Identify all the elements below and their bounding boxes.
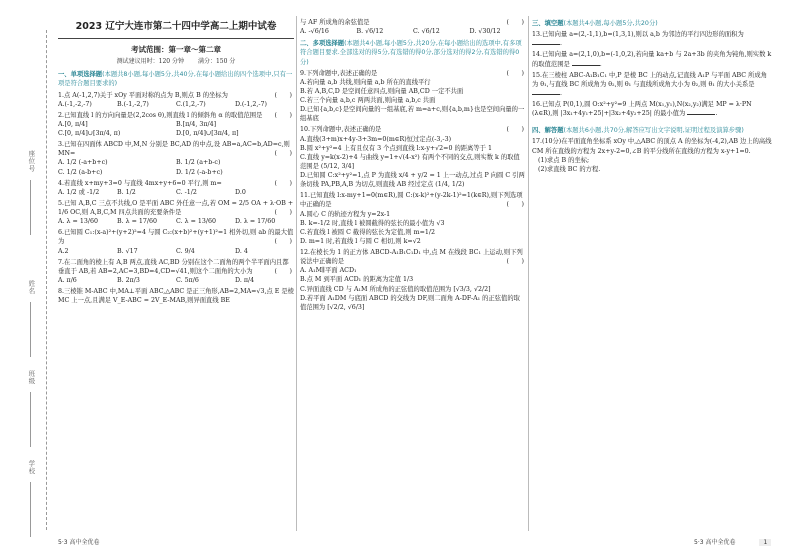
answer-blank[interactable] xyxy=(532,39,560,45)
section-header: 三、填空题(本题共4小题,每小题5分,共20分) xyxy=(532,20,658,27)
option: D.0 xyxy=(235,188,246,196)
question-8: 8.三棱锥 M-ABC 中,MA⊥平面 ABC,△ABC 是正三角形,AB=2,MA=√3,点 E 是棱 MC 上一点,且满足 V_E-ABC = 2V_E-MAB,则异面直线 BE xyxy=(58,288,294,305)
option: C.(1,2,-7) xyxy=(176,100,206,108)
question-10-options xyxy=(300,135,526,190)
question-6-options xyxy=(58,247,294,256)
question-3: 3.已知在四面体 ABCD 中,M,N 分别是 BC,AD 的中点,设 AB=a,AC=b,AD=c,则 MN= ( ) xyxy=(58,141,292,158)
option: D.已知圆 C:x²+y²=1,点 P 为直线 x/4 + y/2 = 1 上一动点,过点 P 向圆 C 引两条切线 PA,PB,A,B 为切点,则直线 AB 经过定点 (1/4, 1/2) xyxy=(300,172,525,189)
class-label: 班级 xyxy=(27,370,36,385)
option: B.点 M 到平面 ACD₁ 的距离为定值 1/3 xyxy=(300,276,414,284)
question-7: 7.在二面角的棱上有 A,B 两点,直线 AC,BD 分别在这个二面角的两个半平面内且都垂直于 AB,若 AB=2,AC=3,BD=4,CD=√41,则这个二面角的大小为 ( ) xyxy=(58,258,292,275)
option: A.(-1,-2,-7) xyxy=(58,100,92,108)
question-12-options xyxy=(300,266,526,312)
question-17-part-2: (2)求直线 BC 的方程. xyxy=(538,165,601,173)
name-line xyxy=(30,302,31,357)
footer-brand-right: 5·3 高中全优卷 xyxy=(694,539,736,547)
option: D.[0, π/4]∪[3π/4, π] xyxy=(176,130,239,138)
option: C.异面直线 CD 与 A₁M 所成角的正弦值的取值范围为 [√3/3, √2/2] xyxy=(300,285,491,293)
question-3-options xyxy=(58,158,294,176)
option: C. -1/2 xyxy=(176,188,197,196)
option: A. λ = 13/60 xyxy=(58,218,98,226)
option: B.若 A,B,C,D 是空间任意四点,则向量 AB,CD 一定不共面 xyxy=(300,87,464,95)
question-4: 4.若直线 x+my+3=0 与直线 4mx+y+6=0 平行,则 m= ( ) xyxy=(58,179,292,187)
option: C.直线 y=k(x-2)+4 与曲线 y=1+√(4-x²) 有两个不同的交点,则实数 k 的取值范围是 (5/12, 3/4] xyxy=(300,153,520,170)
option: A. 1/2 (-a+b+c) xyxy=(58,159,108,167)
class-line xyxy=(30,392,31,447)
option: C.若三个向量 a,b,c 两两共面,则向量 a,b,c 共面 xyxy=(300,97,436,104)
exam-score: 满分：150 分 xyxy=(197,57,236,65)
question-10: 10.下列命题中,表述正确的是 ( ) xyxy=(300,126,524,134)
option: A.直线(3+m)x+4y-3+3m=0(m∈R)恒过定点(-3,-3) xyxy=(300,135,452,143)
option: B.圆 x²+y²=4 上有且仅有 3 个点到直线 l:x-y+√2=0 的距离等于 1 xyxy=(300,144,492,152)
question-2-options xyxy=(58,120,294,138)
footer-brand-left: 5·3 高中全优卷 xyxy=(58,539,100,547)
seat-number-label: 座位号 xyxy=(27,150,36,173)
option: D. 1/2 (-a-b+c) xyxy=(176,168,223,176)
option: B. √17 xyxy=(117,247,138,255)
school-label: 学校 xyxy=(27,460,36,475)
question-12: 12.在棱长为 1 的正方体 ABCD-A₁B₁C₁D₁ 中,点 M 在线段 BC₁ 上运动,则下列说法中正确的是 ( ) xyxy=(300,249,524,266)
footer-right xyxy=(694,539,771,548)
seat-number-line xyxy=(30,180,31,235)
question-11-options xyxy=(300,210,526,247)
question-6: 6.已知圆 C₁:(x-a)²+(y+2)²=4 与圆 C₂:(x+b)²+(y+1)²=1 相外切,则 ab 的最大值为 ( ) xyxy=(58,229,294,246)
cut-line xyxy=(46,30,47,530)
question-16: 16.已知点 P(0,1),圆 O:x²+y²=9 上两点 M(x₁,y₁),N(x₂,y₂)满足 MP = λ·PN (λ∈R),则 |3x₁+4y₁+25|+|3x₂+4y₂+25| 的最小值为 . xyxy=(532,101,752,118)
option: A.[0, π/4] xyxy=(58,120,88,128)
option: A. -√6/16 xyxy=(300,28,329,36)
question-9-options xyxy=(300,78,526,124)
option: C. 1/2 (a-b+c) xyxy=(58,168,103,176)
option: C. 5π/6 xyxy=(176,276,199,284)
question-13: 13.已知向量 a=(2,-1,1),b=(1,3,1),则以 a,b 为邻边的平行四边形的面积为 . xyxy=(532,31,744,48)
question-17: 17.(10分)在平面直角坐标系 xOy 中,△ABC 的顶点 A 的坐标为(-4,2),AB 边上的高线 CM 所在直线的方程为 2x+y-2=0,∠B 的平分线所在直线的方程为 x-y+1=0. xyxy=(532,138,772,155)
question-5: 5.已知 A,B,C 三点不共线,O 是平面 ABC 外任意一点,若 OM = 2/5 OA + λ·OB + 1/6 OC,则 A,B,C,M 四点共面的充要条件是 ( ) xyxy=(58,199,294,217)
section-header: 二、多项选择题(本题共4小题,每小题5分,共20分,在每小题给出的选项中,有多项符合题目要求.全部选对的得5分,有选错的得0分,部分选对的得2分,有选错的得0分) xyxy=(300,40,522,66)
answer-blank[interactable] xyxy=(572,60,600,66)
school-line xyxy=(30,482,31,537)
option: C. 9/4 xyxy=(176,247,195,255)
option: A. 1/2 或 -1/2 xyxy=(58,188,100,196)
name-label: 姓名 xyxy=(27,280,36,295)
question-14: 14.已知向量 a=(2,1,0),b=(-1,0,2),若向量 ka+b 与 2a+3b 的夹角为钝角,则实数 k 的取值范围是 . xyxy=(532,51,772,68)
option: C. √6/12 xyxy=(413,28,440,36)
question-17-part-1: (1)求点 B 的坐标; xyxy=(538,156,590,164)
option: A.2 xyxy=(58,247,69,255)
column-1 xyxy=(58,16,294,305)
option: A.圆心 C 的轨迹方程为 y=2x-1 xyxy=(300,210,391,218)
option: A. A₁M∥平面 ACD₁ xyxy=(300,267,357,275)
binding-margin xyxy=(0,30,56,530)
option: B.(-1,-2,7) xyxy=(117,100,149,108)
option: C.[0, π/4]∪[3π/4, π) xyxy=(58,130,121,138)
option: D.已知{a,b,c}是空间向量的一组基底,若 m=a+c,则{a,b,m}也是空间向量的一组基底 xyxy=(300,106,525,123)
option: B. 2π/3 xyxy=(117,276,140,284)
option: B. λ = 17/60 xyxy=(117,218,158,226)
exam-time: 测试建议用时：120 分钟 xyxy=(116,57,185,65)
exam-title: 2023 辽宁大连市第二十四中学高二上期中试卷 xyxy=(58,20,294,39)
option: B. k=-1/2 时,直线 l 被圆截得的弦长的最小值为 √3 xyxy=(300,219,445,227)
question-1-options xyxy=(58,100,294,109)
option: D. π/4 xyxy=(235,276,255,284)
option: B. 1/2 xyxy=(117,188,136,196)
option: D.(-1,2,-7) xyxy=(235,100,268,108)
question-5-options xyxy=(58,217,294,226)
option: A.若向量 a,b 共线,则向量 a,b 所在的直线平行 xyxy=(300,78,431,86)
exam-range: 考试范围：第一章～第二章 xyxy=(131,44,221,54)
option: D. λ = 17/60 xyxy=(235,218,276,226)
question-11: 11.已知直线 l:x-my+1=0(m∈R),圆 C:(x-k)²+(y-2k-1)²=1(k∈R),则下列选项中正确的是 ( ) xyxy=(300,192,524,209)
question-8-options xyxy=(300,27,526,36)
column-2 xyxy=(300,16,526,312)
option: C. λ = 13/60 xyxy=(176,218,217,226)
exam-meta xyxy=(58,58,294,67)
question-9: 9.下列命题中,表述正确的是 ( ) xyxy=(300,69,524,77)
answer-blank[interactable] xyxy=(687,109,715,115)
option: D. √30/12 xyxy=(469,28,501,36)
question-8-continued: 与 AF 所成角的余弦值是 ( ) xyxy=(300,19,524,26)
option: B.[π/4, 3π/4] xyxy=(176,120,217,128)
column-divider xyxy=(528,16,529,531)
option: C.若直线 l 被圆 C 截得的弦长为定值,则 m=1/2 xyxy=(300,228,435,236)
option: D. m=1 时,若直线 l 与圆 C 相切,则 k=√2 xyxy=(300,237,421,245)
page-number: 1 xyxy=(759,539,771,546)
option: A. π/6 xyxy=(58,276,77,284)
section-header: 一、单项选择题(本题共8小题,每小题5分,共40分,在每小题给出的四个选项中,只有一项是符合题目要求的) xyxy=(58,71,293,88)
question-15: 15.在三棱柱 ABC-A₁B₁C₁ 中,P 是棱 BC 上的动点,记直线 A₁P 与平面 ABC 所成角为 θ₁,与直线 BC 所成角为 θ₂,则 θ₁ 与直线所成角大小为 θ₂,则 θ₁ 的大小关系是 . xyxy=(532,71,767,97)
section-header: 四、解答题(本题共6小题,共70分,解答应写出文字说明,证明过程及演算步骤) xyxy=(532,127,744,135)
answer-blank[interactable] xyxy=(532,89,560,95)
column-3 xyxy=(532,16,772,174)
question-1: 1.点 A(-1,2,7)关于 xOy 平面对称的点为 B,则点 B 的坐标为 ( ) xyxy=(58,91,292,99)
option: B. √6/12 xyxy=(356,28,384,36)
question-4-options xyxy=(58,188,294,197)
column-divider xyxy=(296,16,297,531)
option: B. 1/2 (a+b-c) xyxy=(176,159,221,167)
option: D. 4 xyxy=(235,247,248,255)
question-2: 2.已知直线 l 的方向向量是(2,2cos θ),则直线 l 的倾斜角 α 的取值范围是 ( ) xyxy=(58,111,292,119)
option: D.若平面 A₁DM 与底面 ABCD 的交线为 DF,则二面角 A-DF-A₁ 的正弦值的取值范围为 [√2/2, √6/3] xyxy=(300,294,520,311)
question-7-options xyxy=(58,276,294,285)
